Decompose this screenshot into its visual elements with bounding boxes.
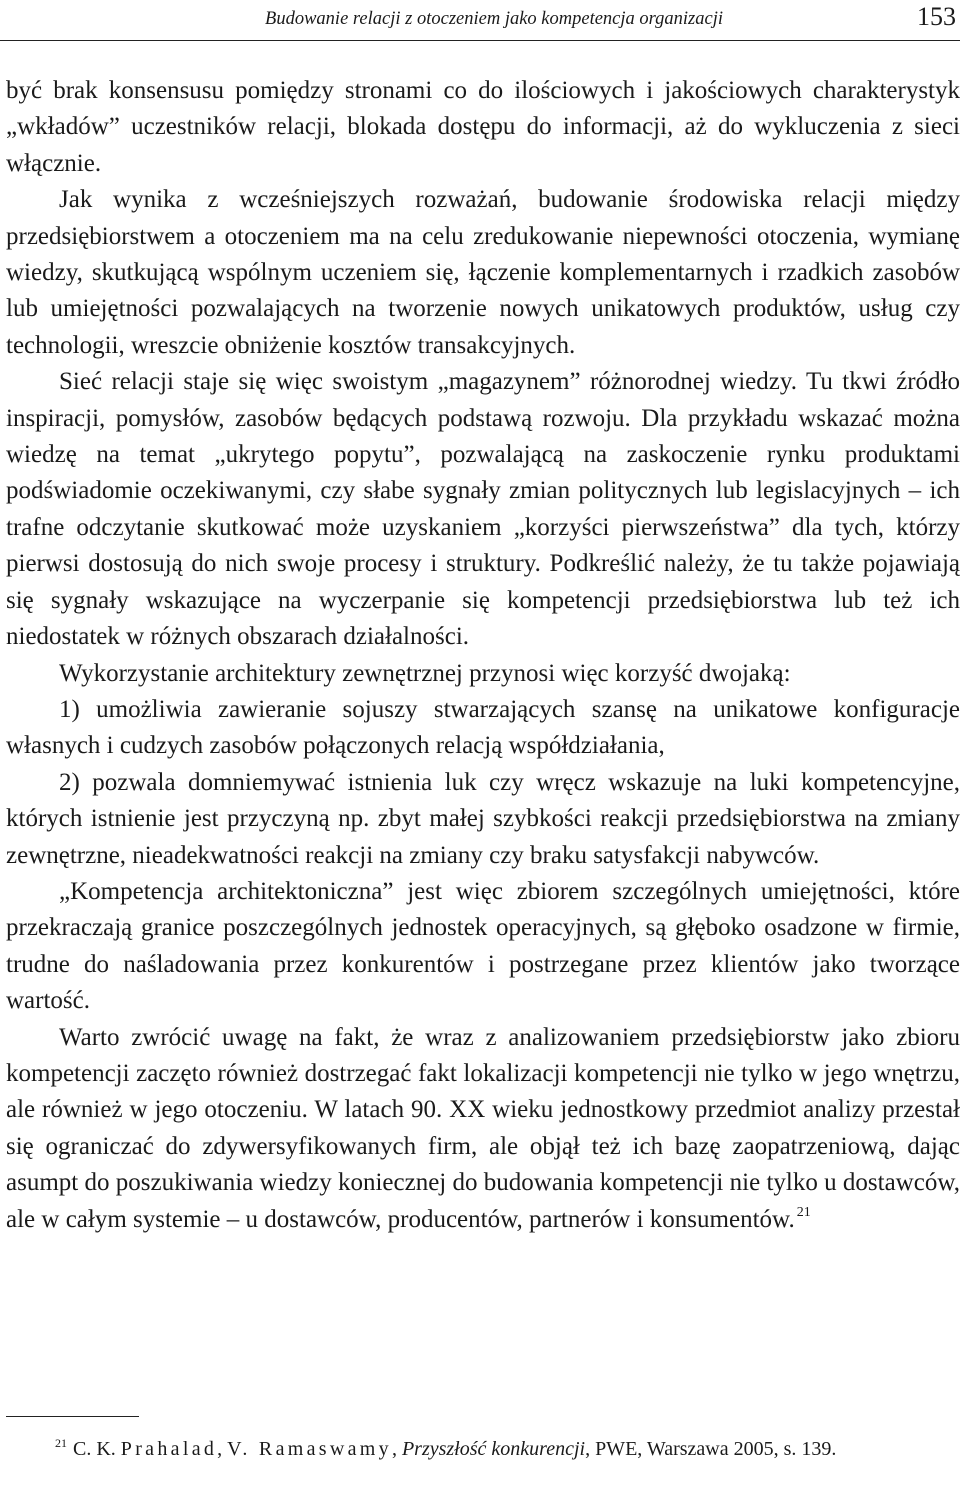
page-number: 153 <box>917 2 956 31</box>
paragraph-architectural-competence: „Kompetencja architektoniczna” jest więc zbiorem szczególnych umiejętności, które przekraczają granice poszczególnych jednostek operacyjnych, są głęboko osadzone w firmie, trudne do naśladowania przez konkurentów i postrzegane przez klientów jako tworzące wartość. <box>6 877 960 1015</box>
list-item-competence-gaps: 2) pozwala domniemywać istnienia luk czy wręcz wskazuje na luki kompetencyjne, których istnienie jest przyczyną np. zbyt małej szybkości reakcji przedsiębiorstwa na zmiany zewnętrzne, nieadekwatności reakcji na zmiany czy braku satysfakcji nabywców. <box>6 768 960 869</box>
footnote-author-ramaswamy: V. Ramaswamy <box>227 1438 392 1460</box>
footnote-publication-details: , PWE, Warszawa 2005, s. 139. <box>585 1438 837 1460</box>
footnote-divider <box>6 1416 139 1417</box>
paragraph-continuation: być brak konsensusu pomiędzy stronami co do ilościowych i jakościowych charakterystyk „wkładów” uczestników relacji, blokada dostępu do informacji, aż do wykluczenia z sieci włącznie. <box>6 77 960 177</box>
paragraph-relations-environment: Jak wynika z wcześniejszych rozważań, budowanie środowiska relacji między przedsiębiorstwem a otoczeniem ma na celu zredukowanie niepewności otoczenia, wymianę wiedzy, skutkującą wspólnym uczeniem się, łączenie komplementarnych i rzadkich zasobów lub umiejętności pozwalających na tworzenie nowych unikatowych produktów, usług czy technologii, wreszcie obniżenie kosztów transakcyjnych. <box>6 186 960 359</box>
footnote: $^{21}$ C. K. Prahalad, V. Ramaswamy, Przyszłość konkurencji, PWE, Warszawa 2005, s. 139. <box>55 1436 837 1460</box>
paragraph-architecture-benefits: Wykorzystanie architektury zewnętrznej przynosi więc korzyść dwojaką: <box>59 659 791 687</box>
list-item-alliances: 1) umożliwia zawieranie sojuszy stwarzających szansę na unikatowe konfiguracje własnych i cudzych zasobów połączonych relacją współdziałania, <box>6 695 960 760</box>
footnote-number: 21 <box>55 1436 67 1450</box>
paragraph-competence-location <box>6 1020 960 1238</box>
footnote-initials: C. K. <box>73 1438 116 1460</box>
footnote-reference[interactable]: 21 <box>796 1204 811 1220</box>
body-text <box>6 73 960 1238</box>
footnote-author-prahalad: Prahalad <box>120 1438 218 1460</box>
running-title: Budowanie relacji z otoczeniem jako kompetencja organizacji <box>265 9 723 29</box>
footnote-book-title: Przyszłość konkurencji <box>401 1438 586 1460</box>
paragraph-network-knowledge: Sieć relacji staje się więc swoistym „magazynem” różnorodnej wiedzy. Tu tkwi źródło inspiracji, pomysłów, zasobów będących podstawą rozwoju. Dla przykładu wskazać można wiedzę na temat „ukrytego popytu”, pozwalającą na zaskoczenie rynku produktami podświadomie oczekiwanymi, czy słabe sygnały zmian politycznych lub legislacyjnych – ich trafne odczytanie skutkować może uzyskaniem „korzyści pierwszeństwa” dla tych, którzy pierwsi dostosują do nich swoje procesy i struktury. Podkreślić należy, że tu także pojawiają się sygnały wskazujące na wyczerpanie się kompetencji przedsiębiorstwa lub też ich niedostatek w różnych obszarach działalności. <box>6 368 960 651</box>
paragraph-competence-location-text: Warto zwrócić uwagę na fakt, że wraz z analizowaniem przedsiębiorstw jako zbioru kompetencji zaczęto również dostrzegać fakt lokalizacji kompetencji nie tylko w jego wnętrzu, ale również w jego otoczeniu. W latach 90. XX wieku jednostkowy przedmiot analizy przestał się ograniczać do zdywersyfikowanych firm, ale objął też ich bazę zaopatrzeniową, dając asumpt do poszukiwania wiedzy koniecznej do budowania kompetencji nie tylko u dostawców, ale w całym systemie – u dostawców, producentów, partnerów i konsumentów. <box>6 1023 960 1233</box>
running-header <box>0 0 960 41</box>
